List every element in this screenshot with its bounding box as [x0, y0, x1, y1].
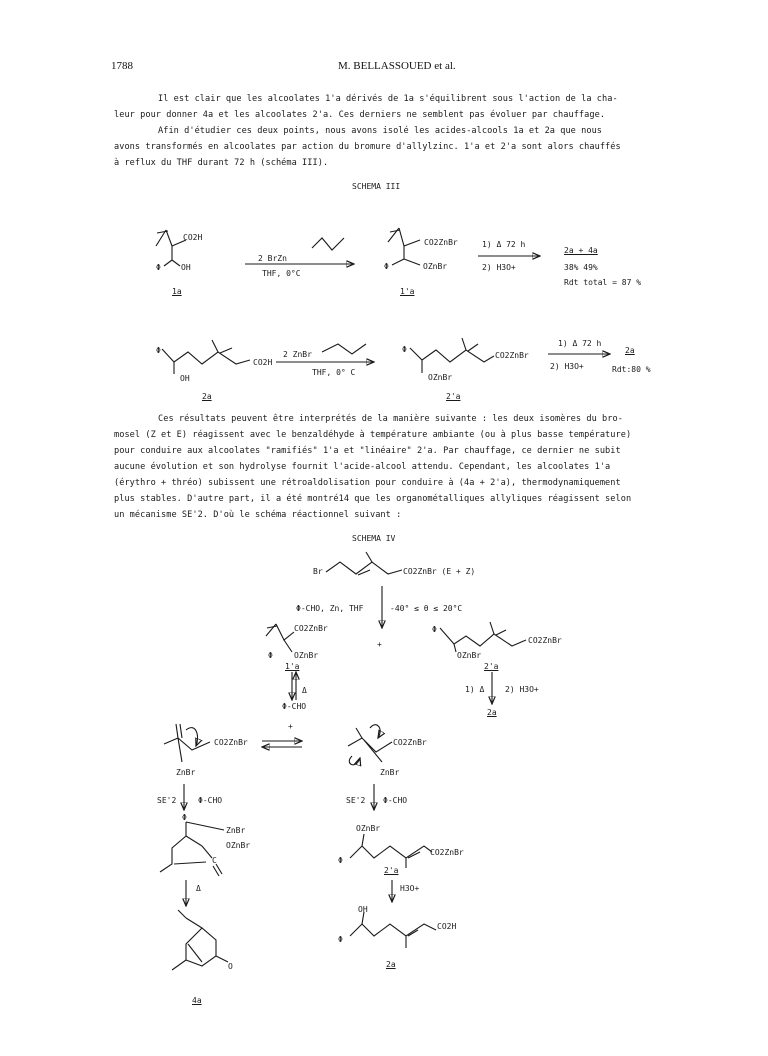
chem-label: Br [313, 567, 323, 576]
equilibrium-arrows [262, 741, 302, 747]
chem-label: OZnBr [457, 651, 482, 660]
molecule-2pa [350, 834, 432, 868]
allylzinc-branched [164, 724, 210, 762]
chem-label: Φ [384, 262, 389, 271]
reaction-step: 1) Δ 72 h [558, 339, 602, 348]
compound-label: 1'a [285, 662, 300, 671]
chem-label: Φ [156, 346, 161, 355]
compound-label: 2'a [446, 392, 461, 401]
reagent-label: Φ-CHO, Zn, THF [296, 604, 364, 613]
chem-label: CO2ZnBr [430, 848, 464, 857]
chem-label: CO2ZnBr [528, 636, 562, 645]
compound-label: 2a [202, 392, 212, 401]
molecule-1a [156, 230, 186, 266]
chem-label: C [212, 856, 217, 865]
yield-values: Rdt:80 % [612, 365, 651, 374]
chem-label: Φ [432, 625, 437, 634]
compound-label: 4a [192, 996, 202, 1005]
product-label: 2a + 4a [564, 246, 598, 255]
reaction-step: 1) Δ [465, 685, 485, 694]
paragraph-line: Ces résultats peuvent être interprétés de la manière suivante : les deux isomères du bro- [158, 414, 623, 424]
chem-label: Φ [338, 856, 343, 865]
reagent-label: Φ-CHO [282, 702, 307, 711]
chem-label: OZnBr [356, 824, 381, 833]
paragraph-line: Afin d'étudier ces deux points, nous avons isolé les acides-alcools 1a et 2a que nous [158, 126, 603, 136]
reaction-step: 1) Δ 72 h [482, 240, 526, 249]
scheme-title: SCHEMA IV [352, 534, 396, 543]
reagent-label: THF, 0°C [262, 269, 301, 278]
compound-label: 1a [172, 287, 182, 296]
bromosel [326, 552, 402, 575]
chem-label: CO2ZnBr [393, 738, 427, 747]
chem-label: Φ [182, 813, 187, 822]
plus-sign: + [377, 640, 382, 649]
delta-label: Δ [302, 686, 307, 695]
molecule-2a [350, 912, 436, 948]
chem-label: OZnBr [423, 262, 448, 271]
molecule-2pa [410, 338, 494, 373]
plus-sign: + [288, 722, 293, 731]
chem-label: Φ [338, 935, 343, 944]
chem-label: OH [181, 263, 191, 272]
paragraph-line: pour conduire aux alcoolates "ramifiés" 1'a et "linéaire" 2'a. Par chauffage, ce dernier ne subit [114, 446, 621, 456]
product-label: 2a [487, 708, 497, 717]
product-label: 2a [625, 346, 635, 355]
chem-label: Φ [156, 263, 161, 272]
chem-label: CO2ZnBr (E + Z) [403, 567, 476, 576]
reagent-label: H3O+ [400, 884, 420, 893]
molecule-2pa [440, 622, 526, 652]
reagent-label: 2 ZnBr [283, 350, 312, 359]
chem-label: ZnBr [226, 826, 246, 835]
reaction-arrow [276, 344, 374, 362]
chem-label: O [228, 962, 233, 971]
chem-label: CO2ZnBr [495, 351, 529, 360]
reagent-label: Φ-CHO [383, 796, 408, 805]
paragraph-line: Il est clair que les alcoolates 1'a dérivés de 1a s'équilibrent sous l'action de la cha- [158, 94, 618, 104]
scheme-title: SCHEMA III [352, 182, 401, 191]
chem-label: Φ [268, 651, 273, 660]
paragraph-line: (érythro + thréo) subissent une rétroaldolisation pour conduire à (4a + 2'a), thermodynamiquement [114, 478, 621, 488]
paragraph-line: avons transformés en alcoolates par action du bromure d'allylzinc. 1'a et 2'a sont alors chauffés [114, 142, 621, 152]
chem-label: CO2H [437, 922, 457, 931]
chem-label: CO2ZnBr [424, 238, 458, 247]
chem-label: OH [358, 905, 368, 914]
page-number: 1788 [111, 60, 133, 72]
paragraph-line: plus stables. D'autre part, il a été montré14 que les organométalliques allyliques réagissent selon [114, 494, 632, 504]
reaction-arrow [245, 238, 354, 264]
mechanism-label: SE'2 [346, 796, 366, 805]
paragraph-line: aucune évolution et son hydrolyse fournit l'acide-alcool attendu. Cependant, les alcoolates 1'a [114, 462, 611, 472]
reaction-step: 2) H3O+ [550, 362, 584, 371]
allylzinc-linear [348, 725, 392, 765]
molecule-1pa [266, 624, 294, 652]
paragraph-line: leur pour donner 4a et les alcoolates 2'a. Ces derniers ne semblent pas évoluer par chauffage. [114, 110, 606, 120]
paragraph-line: à reflux du THF durant 72 h (schéma III). [114, 158, 329, 168]
chem-label: CO2ZnBr [214, 738, 248, 747]
chem-label: OZnBr [226, 841, 251, 850]
total-yield: Rdt total = 87 % [564, 278, 642, 287]
molecule-4a [172, 910, 228, 970]
compound-label: 2'a [384, 866, 399, 875]
paragraph-line: mosel (Z et E) réagissent avec le benzaldéhyde à température ambiante (ou à plus basse température) [114, 430, 632, 440]
compound-label: 1'a [400, 287, 415, 296]
paragraph-line: un mécanisme SE'2. D'où le schéma réactionnel suivant : [114, 510, 402, 520]
running-header: M. BELLASSOUED et al. [338, 60, 456, 72]
chelate-intermediate [160, 822, 224, 876]
temperature-range: -40° ≤ θ ≤ 20°C [390, 604, 463, 613]
molecule-1pa [388, 228, 420, 265]
delta-label: Δ [196, 884, 201, 893]
reagent-label: 2 BrZn [258, 254, 287, 263]
equilibrium-arrows [292, 672, 296, 700]
chem-label: CO2H [183, 233, 203, 242]
chem-label: OZnBr [428, 373, 453, 382]
chem-label: CO2ZnBr [294, 624, 328, 633]
reaction-step: 2) H3O+ [505, 685, 539, 694]
chem-label: ZnBr [380, 768, 400, 777]
chem-label: OH [180, 374, 190, 383]
mechanism-label: SE'2 [157, 796, 177, 805]
reaction-step: 2) H3O+ [482, 263, 516, 272]
reagent-label: Φ-CHO [198, 796, 223, 805]
compound-label: 2a [386, 960, 396, 969]
compound-label: 2'a [484, 662, 499, 671]
reagent-label: THF, 0° C [312, 368, 356, 377]
chem-label: ZnBr [176, 768, 196, 777]
yield-values: 38% 49% [564, 263, 598, 272]
chem-label: Φ [402, 345, 407, 354]
molecule-2a [162, 340, 250, 374]
chem-label: OZnBr [294, 651, 319, 660]
chem-label: CO2H [253, 358, 273, 367]
